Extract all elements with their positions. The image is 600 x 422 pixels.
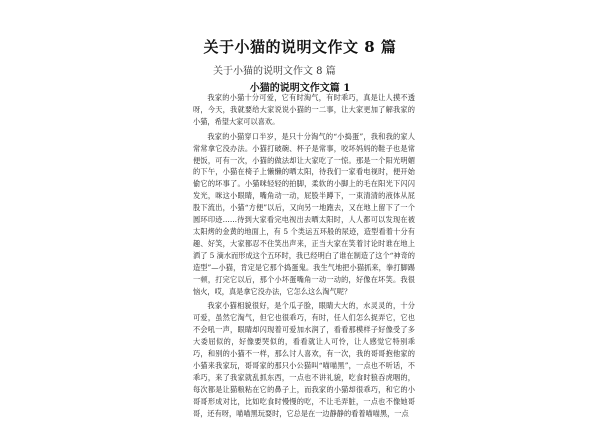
paragraph-3: 我家小猫相貌很好，是个瓜子脸，眼睛大大的，水灵灵的，十分可爱，虽然它淘气，但它也很乖巧，有时，任人们怎么捉弄它，它也不会吼一声，眼睛却闪现着可爱加水润了，看看那模样子好像受了多大委屈似的，好像要哭似的，看看就让人可怜，让人感觉它特别乖巧，和别的小猫不一样，那么讨人喜欢，有一次，我的哥哥抱他家的小猫来我家玩，哥哥家的那只小公猫叫“喵喵黑”，一点也不听话，不乖巧，来了我家就乱抓东西，一点也不讲礼貌，吃食时狼吞虎咽的，每次都是让猫粮粘在它的鼻子上，而我家的小猫却很乖巧，和它的小哥哥形成对比，比如吃食时慢慢的吃，不让毛弄脏，一点也不像她哥哥，还有呀，喵喵黑玩耍时，它总是在一边静静的看着喵喵黑，一点 [193,301,415,418]
paragraph-1: 我家的小猫十分可爱，它有时淘气，有时乖巧，真是让人摸不透呀，今天，我就要给大家说说小猫的一二事，让大家更加了解我家的小猫，希望大家可以喜欢。 [193,93,415,126]
article-body [193,92,415,422]
document-title: 关于小猫的说明文作文 8 篇 [203,38,397,56]
paragraph-2: 我家的小猫穿口半岁，是只十分淘气的“小捣蛋”，我和我的家人常常拿它没办法。小猫打破碗、杯子是常事，咬坏妈妈的鞋子也是常便饭，可有一次，小猫的做法却让大家吃了一惊。那是一个阳光明媚的下午，小猫在椅子上懒懒的晒太阳，待我们一家看电视时，便开始偷它的坏事了。小猫咪轻轻的拍脚，柔软的小脚上的毛在阳光下闪闪发光，咪这小眼睛，嘴角动一动，屁股半蹲下，一束清清的液体从屁股下流出，小猫“方便”以后，又向另一地跑去，又在地上留下了一个圆环印迹……待到大家看完电视出去晒太阳时，人人都可以发现在被太阳烤的金黄的地面上，有 5 个类运五环般的尿迹，造型看着十分有趣、好笑，大家都忍不住笑出声来，正当大家在笑着讨论时谁在地上洒了 5 滴水而形成这个五环时，我已经明白了谁在制造了这个“神奇的造型”—小猫，肯定是它那个捣蛋鬼。我生气地把小猫抓来，拳打脚踢一顿，打完它以后，那个小坏蛋嘴角一动一动的，好像在坏笑。我很恼火，哎，真是拿它没办法，它怎么这么淘气呢？ [193,131,415,296]
document-subtitle: 关于小猫的说明文作文 8 篇 [213,66,336,77]
article-heading: 小猫的说明文作文篇 1 [249,83,351,94]
